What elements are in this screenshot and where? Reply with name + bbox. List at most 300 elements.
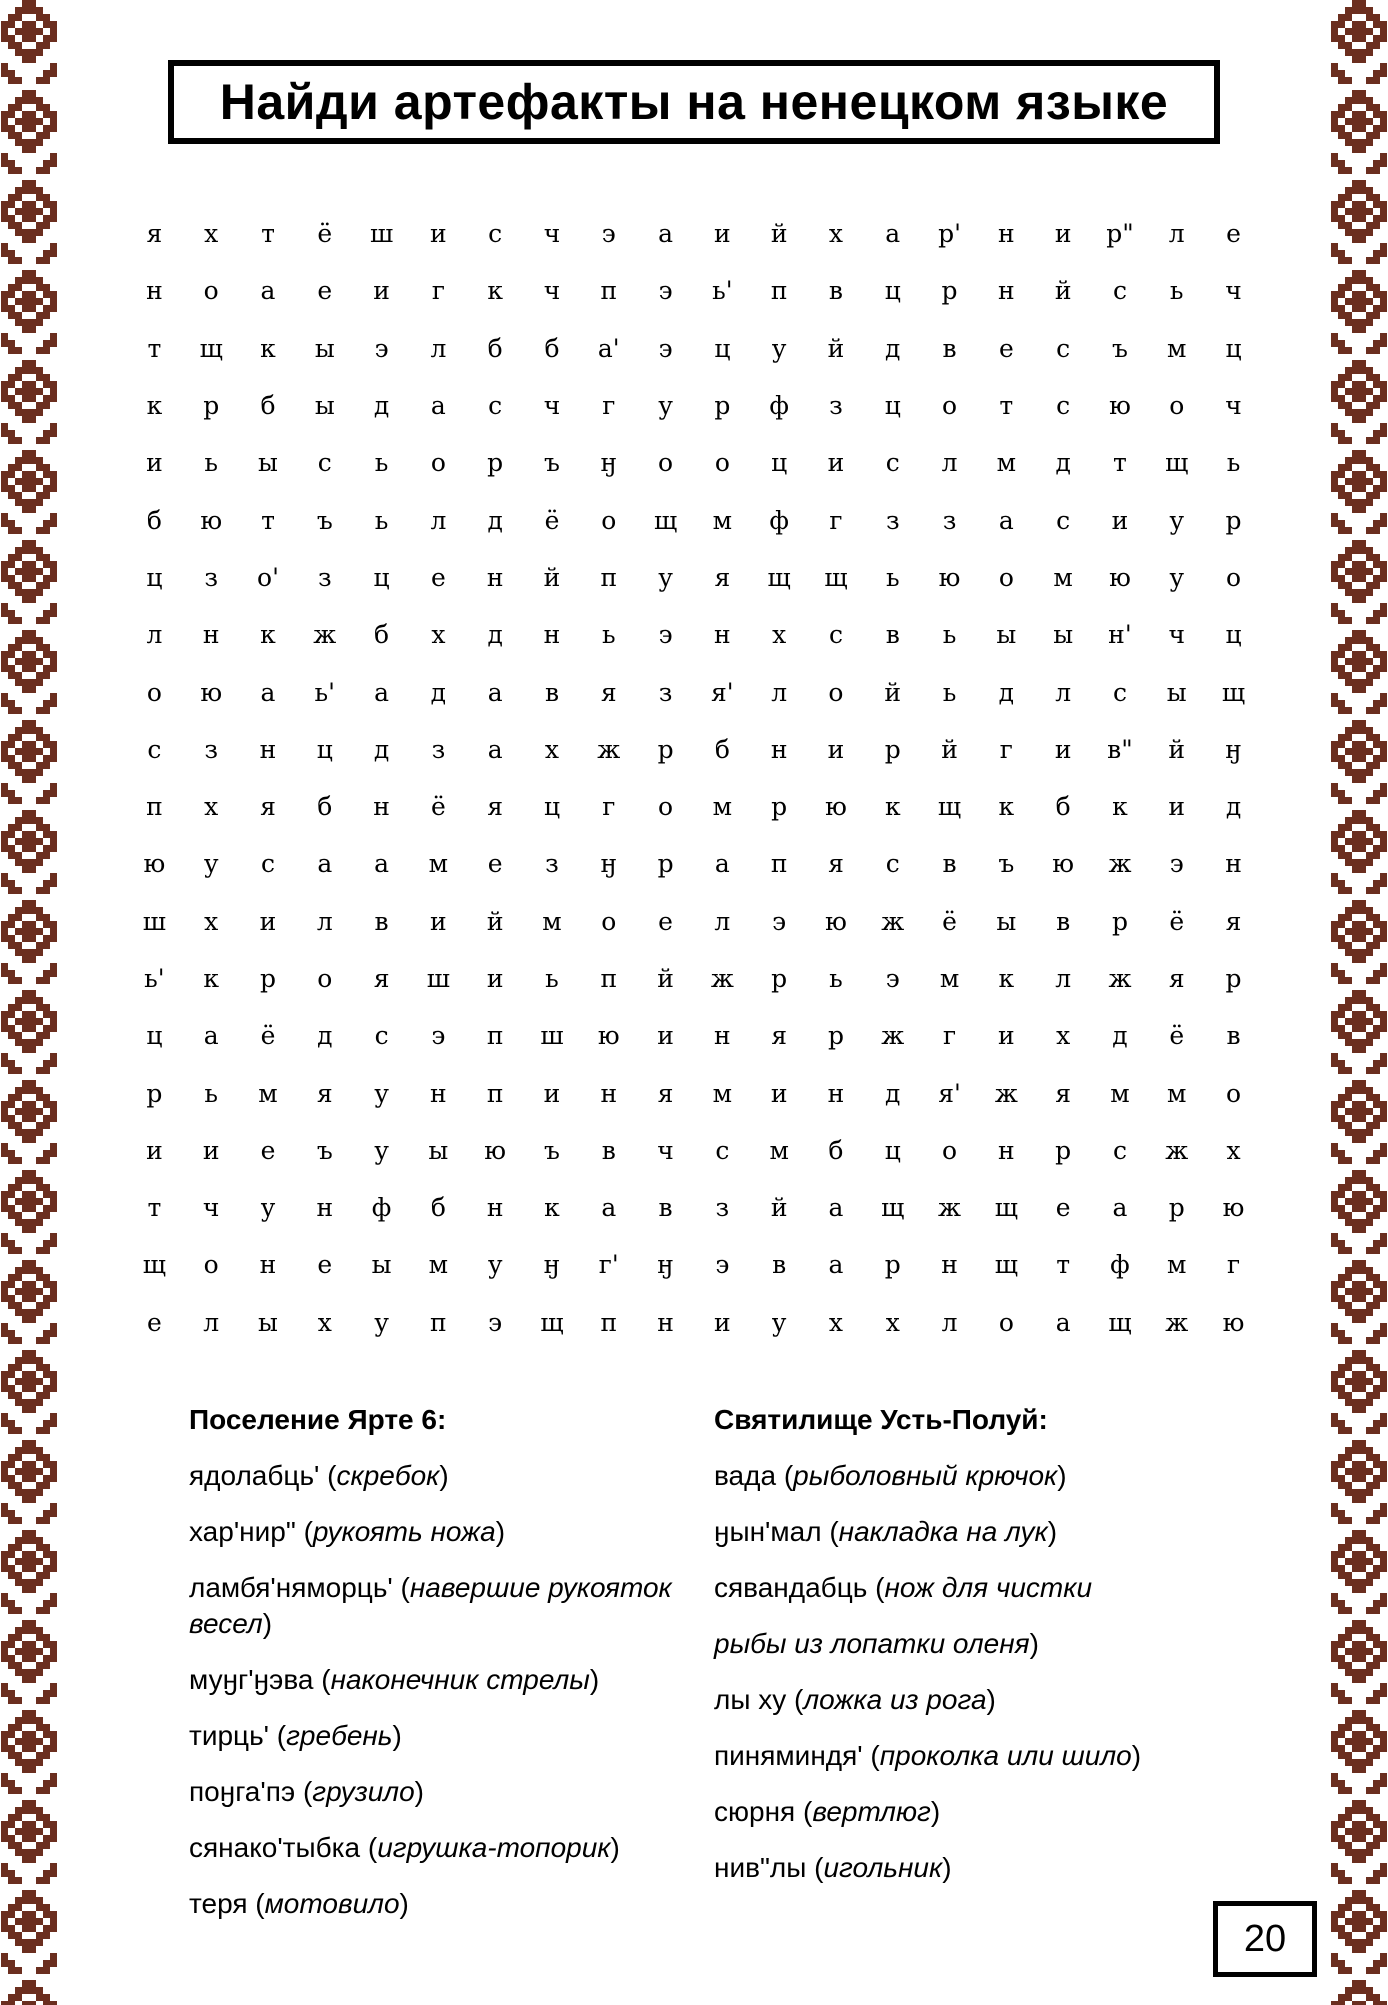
grid-letter: ь [942, 620, 957, 650]
ornament-block [29, 907, 36, 914]
ornament-block [50, 1953, 57, 1960]
ornament-block [22, 7, 29, 14]
ornament-block [43, 1060, 50, 1067]
grid-letter: ю [1222, 1193, 1245, 1223]
ornament-block [15, 907, 22, 914]
grid-letter: б [828, 1135, 844, 1165]
ornament-block [1352, 1350, 1359, 1357]
ornament-block [1380, 1558, 1387, 1565]
ornament-block [15, 527, 22, 534]
ornament-block [1, 741, 8, 748]
grid-letter: ы [314, 391, 335, 421]
ornament-block [1338, 527, 1345, 534]
ornament-block [1373, 485, 1380, 492]
ornament-block [1352, 727, 1359, 734]
ornament-block [1338, 1870, 1345, 1877]
ornament-block [1, 298, 8, 305]
ornament-block [1338, 762, 1345, 769]
ornament-block [1359, 111, 1366, 118]
ornament-block [1345, 1087, 1352, 1094]
ornament-block [1345, 1219, 1352, 1226]
ornament-block [1359, 1115, 1366, 1122]
ornament-block [15, 1357, 22, 1364]
ornament-block [1331, 1288, 1338, 1295]
ornament-block [1345, 1198, 1352, 1205]
ornament-block [29, 208, 36, 215]
ornament-block [8, 291, 15, 298]
ornament-block [29, 1295, 36, 1302]
ornament-block [15, 1877, 22, 1884]
ornament-block [1359, 1087, 1366, 1094]
ornament-block [43, 1787, 50, 1794]
ornament-block [22, 381, 29, 388]
ornament-block [1380, 160, 1387, 167]
ornament-block [1366, 1849, 1373, 1856]
ornament-block [1, 243, 8, 250]
ornament-block [1352, 1558, 1359, 1565]
ornament-block [43, 1724, 50, 1731]
ornament-block [1366, 589, 1373, 596]
ornament-block [36, 1558, 43, 1565]
ornament-block [1366, 1517, 1373, 1524]
ornament-block [1366, 1212, 1373, 1219]
grid-letter: д [885, 1078, 901, 1108]
title-box [168, 60, 1220, 144]
ornament-block [43, 1191, 50, 1198]
ornament-block [1352, 1475, 1359, 1482]
ornament-block [1380, 1018, 1387, 1025]
ornament-block [1338, 77, 1345, 84]
ornament-block [1338, 665, 1345, 672]
ornament-block [1338, 1510, 1345, 1517]
ornament-block [43, 1427, 50, 1434]
ornament-block [36, 1697, 43, 1704]
grid-letter: х [1056, 1021, 1071, 1051]
ornament-block [1359, 450, 1366, 457]
ornament-block [29, 1717, 36, 1724]
ornament-block [1331, 1773, 1338, 1780]
ornament-block [1373, 1925, 1380, 1932]
grid-letter: с [1112, 1135, 1127, 1165]
ornament-block [1338, 1330, 1345, 1337]
grid-letter: ь [204, 448, 218, 478]
ornament-block [22, 589, 29, 596]
ornament-block [22, 1946, 29, 1953]
grid-letter: щ [824, 562, 848, 592]
grid-letter: к [1112, 792, 1128, 822]
ornament-block [29, 769, 36, 776]
grid-letter: о [714, 448, 730, 478]
ornament-block [1352, 1267, 1359, 1274]
ornament-block [1380, 1281, 1387, 1288]
right-list-entry [714, 1738, 1234, 1774]
ornament-block [1373, 1454, 1380, 1461]
ornament-block [1359, 201, 1366, 208]
grid-letter: д [373, 734, 390, 764]
ornament-block [1359, 471, 1366, 478]
ornament-block [50, 610, 57, 617]
ornament-block [1345, 298, 1352, 305]
ornament-block [29, 1537, 36, 1544]
grid-letter: ф [769, 505, 789, 535]
ornament-block [15, 1302, 22, 1309]
ornament-block [1380, 1683, 1387, 1690]
grid-row [126, 1122, 1254, 1179]
word-search-grid [126, 205, 1254, 1351]
grid-letter: п [770, 276, 788, 306]
ornament-block [8, 845, 15, 852]
ornament-block [1352, 1399, 1359, 1406]
ornament-block [1338, 610, 1345, 617]
ornament-block [1366, 492, 1373, 499]
ornament-block [1338, 1967, 1345, 1974]
ornament-block [29, 1260, 36, 1267]
ornament-block [36, 257, 43, 264]
ornament-block [1338, 1475, 1345, 1482]
ornament-block [1366, 977, 1373, 984]
ornament-block [8, 1274, 15, 1281]
ornament-block [1373, 977, 1380, 984]
ornament-block [1359, 395, 1366, 402]
ornament-block [50, 1150, 57, 1157]
ornament-block [50, 963, 57, 970]
ornament-block [1331, 1828, 1338, 1835]
ornament-block [1352, 1177, 1359, 1184]
ornament-block [15, 1094, 22, 1101]
ornament-block [1338, 222, 1345, 229]
grid-letter: э [374, 333, 389, 363]
ornament-block [1345, 1967, 1352, 1974]
ornament-block [1380, 1191, 1387, 1198]
ornament-block [29, 1039, 36, 1046]
ornament-block [8, 222, 15, 229]
ornament-block [22, 547, 29, 554]
grid-letter: р [259, 964, 276, 993]
ornament-block [43, 651, 50, 658]
grid-row [126, 950, 1254, 1007]
ornament-block [1380, 783, 1387, 790]
ornament-block [1338, 1157, 1345, 1164]
ornament-block [43, 762, 50, 769]
ornament-block [1345, 492, 1352, 499]
grid-letter: н [714, 620, 731, 650]
ornament-block [1366, 1828, 1373, 1835]
ornament-block [1359, 1468, 1366, 1475]
ornament-block [36, 187, 43, 194]
ornament-block [8, 1842, 15, 1849]
ornament-block [1366, 1177, 1373, 1184]
ornament-block [1352, 1731, 1359, 1738]
ornament-block [1366, 1108, 1373, 1115]
ornament-block [8, 132, 15, 139]
ornament-block [1352, 395, 1359, 402]
ornament-block [1338, 1517, 1345, 1524]
ornament-block [22, 990, 29, 997]
ornament-block [1380, 478, 1387, 485]
ornament-block [1338, 132, 1345, 139]
grid-letter: ы [314, 333, 335, 363]
ornament-block [1366, 949, 1373, 956]
ornament-block [1345, 1468, 1352, 1475]
ornament-block [1359, 755, 1366, 762]
ornament-block [36, 582, 43, 589]
ornament-block [1366, 208, 1373, 215]
ornament-block [1366, 1579, 1373, 1586]
grid-letter: м [258, 1078, 278, 1108]
ornament-block [1338, 305, 1345, 312]
ornament-block [1380, 70, 1387, 77]
ornament-block [1345, 457, 1352, 464]
ornament-block [15, 347, 22, 354]
ornament-block [8, 880, 15, 887]
ornament-block [1380, 1475, 1387, 1482]
ornament-block [29, 1357, 36, 1364]
ornament-block [1352, 1136, 1359, 1143]
grid-row [126, 663, 1254, 720]
ornament-block [22, 845, 29, 852]
ornament-block [1338, 700, 1345, 707]
ornament-block [1359, 1281, 1366, 1288]
ornament-block [43, 1274, 50, 1281]
ornament-block [50, 1870, 57, 1877]
ornament-block [43, 471, 50, 478]
ornament-block [1352, 686, 1359, 693]
ornament-block [1366, 1877, 1373, 1884]
ornament-block [1345, 769, 1352, 776]
grid-letter: и [1054, 219, 1072, 249]
ornament-block [1380, 305, 1387, 312]
ornament-block [43, 1814, 50, 1821]
ornament-block [1345, 658, 1352, 665]
ornament-block [22, 658, 29, 665]
grid-letter: з [545, 849, 559, 879]
ornament-block [8, 194, 15, 201]
ornament-block [15, 769, 22, 776]
grid-letter: х [544, 734, 560, 764]
ornament-block [1359, 1586, 1366, 1593]
ornament-block [1380, 1870, 1387, 1877]
grid-letter: и [486, 964, 504, 993]
ornament-block [1, 575, 8, 582]
grid-letter: ё [1169, 1021, 1185, 1051]
grid-row [126, 1007, 1254, 1064]
ornament-block [15, 1454, 22, 1461]
ornament-block [1352, 1766, 1359, 1773]
grid-letter: э [601, 219, 616, 249]
ornament-block [22, 1080, 29, 1087]
ornament-block [1380, 873, 1387, 880]
ornament-block [1345, 644, 1352, 651]
ornament-block [8, 561, 15, 568]
grid-letter: х [317, 1307, 332, 1337]
ornament-block [15, 734, 22, 741]
grid-letter: и [202, 1135, 220, 1165]
ornament-block [1331, 831, 1338, 838]
ornament-block [15, 1697, 22, 1704]
entry-close-paren: ) [986, 1684, 996, 1715]
grid-letter: о [203, 276, 219, 306]
entry-meaning: ложка из рога [803, 1684, 987, 1715]
ornament-block [1, 1378, 8, 1385]
grid-letter: а [487, 734, 503, 764]
ornament-block [1345, 388, 1352, 395]
ornament-block [29, 1309, 36, 1316]
ornament-block [22, 935, 29, 942]
ornament-block [36, 28, 43, 35]
grid-letter: й [827, 333, 845, 363]
grid-row [126, 721, 1254, 778]
ornament-block [1345, 1697, 1352, 1704]
grid-letter: г' [598, 1250, 619, 1280]
ornament-block [1345, 1108, 1352, 1115]
ornament-block [1352, 658, 1359, 665]
ornament-block [8, 1780, 15, 1787]
grid-letter: к [487, 276, 503, 306]
ornament-block [15, 1752, 22, 1759]
ornament-block [22, 810, 29, 817]
ornament-block [1338, 1295, 1345, 1302]
ornament-block [22, 1939, 29, 1946]
ornament-block [1373, 77, 1380, 84]
ornament-block [22, 1717, 29, 1724]
ornament-block [1352, 1856, 1359, 1863]
grid-letter: ц [714, 333, 731, 363]
ornament-block [43, 665, 50, 672]
ornament-block [50, 1960, 57, 1967]
ornament-block [1373, 284, 1380, 291]
grid-row [126, 377, 1254, 434]
grid-letter: б [487, 333, 503, 363]
ornament-block [29, 49, 36, 56]
grid-letter: у [374, 1135, 389, 1165]
ornament-block [1338, 1662, 1345, 1669]
ornament-block [8, 1337, 15, 1344]
right-list-entry [714, 1514, 1234, 1550]
grid-letter: д [1225, 792, 1242, 822]
ornament-block [1359, 1295, 1366, 1302]
grid-letter: р [657, 734, 674, 764]
ornament-block [15, 464, 22, 471]
ornament-block [50, 430, 57, 437]
ornament-block [1359, 741, 1366, 748]
ornament-block [1338, 1067, 1345, 1074]
ornament-block [15, 187, 22, 194]
ornament-block [1380, 1461, 1387, 1468]
ornament-block [1352, 561, 1359, 568]
grid-letter: м [1167, 1078, 1187, 1108]
ornament-block [50, 1011, 57, 1018]
ornament-block [1331, 610, 1338, 617]
ornament-block [8, 914, 15, 921]
ornament-block [43, 582, 50, 589]
ornament-block [1352, 208, 1359, 215]
ornament-block [1380, 388, 1387, 395]
ornament-block [1345, 1427, 1352, 1434]
ornament-block [1359, 1288, 1366, 1295]
ornament-block [8, 824, 15, 831]
entry-word: теря ( [189, 1888, 265, 1919]
ornament-block [22, 1648, 29, 1655]
ornament-block [29, 1731, 36, 1738]
grid-letter: ч [543, 219, 561, 249]
ornament-block [1352, 125, 1359, 132]
ornament-block [43, 977, 50, 984]
ornament-block [1366, 1198, 1373, 1205]
ornament-block [1373, 831, 1380, 838]
grid-letter: к [203, 964, 219, 993]
ornament-block [1380, 1198, 1387, 1205]
ornament-block [29, 1946, 36, 1953]
ornament-block [1359, 180, 1366, 187]
ornament-block [36, 1004, 43, 1011]
ornament-block [22, 28, 29, 35]
ornament-block [50, 1745, 57, 1752]
ornament-block [36, 1157, 43, 1164]
ornament-block [8, 1420, 15, 1427]
ornament-block [1373, 1600, 1380, 1607]
ornament-block [1331, 755, 1338, 762]
ornament-block [1345, 277, 1352, 284]
ornament-block [1338, 437, 1345, 444]
ornament-block [1338, 1960, 1345, 1967]
ornament-block [22, 229, 29, 236]
ornament-block [36, 1212, 43, 1219]
ornament-block [1366, 42, 1373, 49]
ornament-block [8, 1572, 15, 1579]
ornament-block [1380, 513, 1387, 520]
ornament-block [1366, 1039, 1373, 1046]
grid-row [126, 606, 1254, 663]
ornament-block [50, 1198, 57, 1205]
ornament-block [15, 77, 22, 84]
ornament-block [1359, 1918, 1366, 1925]
ornament-block [8, 374, 15, 381]
ornament-block [1366, 1157, 1373, 1164]
ornament-block [22, 97, 29, 104]
ornament-block [1359, 388, 1366, 395]
ornament-block [1338, 2001, 1345, 2005]
ornament-block [1359, 1496, 1366, 1503]
ornament-block [36, 762, 43, 769]
ornament-block [22, 1129, 29, 1136]
ornament-block [8, 790, 15, 797]
ornament-block [1331, 1648, 1338, 1655]
ornament-block [22, 1018, 29, 1025]
ornament-block [50, 1690, 57, 1697]
ornament-block [1359, 810, 1366, 817]
ornament-block [1331, 1960, 1338, 1967]
ornament-block [1345, 1828, 1352, 1835]
ornament-block [1345, 977, 1352, 984]
ornament-block [1331, 340, 1338, 347]
grid-letter: щ [1221, 677, 1246, 707]
ornament-block [43, 305, 50, 312]
ornament-block [1373, 970, 1380, 977]
ornament-block [29, 1378, 36, 1385]
ornament-block [1373, 644, 1380, 651]
ornament-block [1338, 464, 1345, 471]
grid-letter: й [1054, 276, 1072, 306]
ornament-block [1338, 1011, 1345, 1018]
ornament-block [1331, 291, 1338, 298]
ornament-block [1366, 49, 1373, 56]
ornament-block [1352, 1710, 1359, 1717]
ornament-block [1345, 319, 1352, 326]
ornament-block [1359, 367, 1366, 374]
ornament-block [1373, 755, 1380, 762]
ornament-block [36, 1399, 43, 1406]
grid-letter: ъ [544, 448, 560, 478]
